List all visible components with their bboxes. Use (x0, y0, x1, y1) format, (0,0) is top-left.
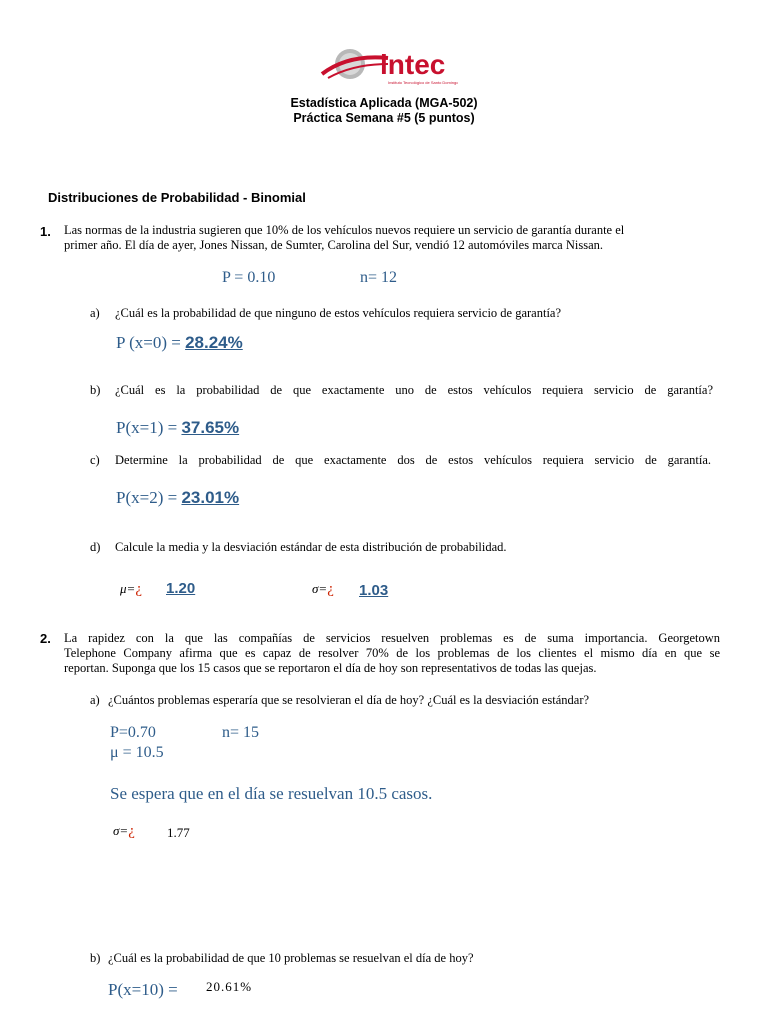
q2a-n-value: n= 15 (222, 724, 260, 741)
q1a-text: ¿Cuál es la probabilidad de que ninguno de estos vehículos requiera servicio de garantía? (115, 306, 562, 320)
q2-text-line1: La rapidez con la que las compañías de servicios resuelven problemas es de suma importancia. Georgetown (64, 631, 720, 645)
q1c-answer-value: 23.01% (181, 488, 240, 507)
q2a-stddev (113, 822, 135, 840)
q2-text-line3: reportan. Suponga que los 15 casos que se reportaron el día de hoy son representativos de todas las quejas. (64, 661, 597, 675)
q1a-answer-value: 28.24% (185, 333, 243, 352)
q1-text-line1: Las normas de la industria sugieren que 10% de los vehículos nuevos requiere un servicio de garantía durante el (64, 223, 625, 237)
q1-number: 1. (40, 224, 51, 239)
q1d-sigma-value: 1.03 (359, 582, 389, 599)
q2a-label: a) (90, 693, 100, 707)
q2b-answer-prefix: P(x=10) = (108, 980, 178, 999)
document-header (0, 96, 768, 126)
q2a-sigma-glyph: ¿ (128, 823, 135, 839)
q1a-label: a) (90, 306, 100, 320)
q2-text (64, 631, 720, 676)
svg-text:Instituto Tecnológico de Santo: Instituto Tecnológico de Santo Domingo (388, 80, 458, 85)
q1d-mu-glyph: ¿ (135, 581, 142, 597)
section-title: Distribuciones de Probabilidad - Binomial (48, 190, 306, 205)
q1-n-value: n= 12 (360, 269, 398, 286)
q2-text-line2: Telephone Company afirma que es capaz de resolver 70% de los problemas de los clientes el mismo día en que se (64, 646, 720, 660)
q1d-sigma-glyph: ¿ (327, 581, 334, 597)
q1-text-line2: primer año. El día de ayer, Jones Nissan, de Sumter, Carolina del Sur, vendió 12 automóviles marca Nissan. (64, 238, 603, 252)
q2b-label: b) (90, 951, 101, 965)
q1b-answer-value: 37.65% (181, 418, 240, 437)
q1d-label: d) (90, 540, 101, 554)
q1a-answer (116, 333, 243, 353)
q1d-stddev (312, 580, 334, 598)
q2a-sigma-value: 1.77 (167, 825, 190, 840)
q1-p-value: P = 0.10 (222, 269, 276, 286)
q1d-mu-prefix: μ= (120, 581, 136, 596)
q1d-mu-value: 1.20 (166, 580, 196, 597)
q2a-p-value: P=0.70 (110, 724, 156, 741)
q1d-mean (120, 580, 142, 598)
q1d-text: Calcule la media y la desviación estándar de esta distribución de probabilidad. (115, 540, 507, 554)
q1-text (64, 223, 720, 253)
q1b-answer (116, 418, 239, 438)
q2-number: 2. (40, 631, 51, 646)
q2a-mu-line: μ = 10.5 (110, 744, 164, 761)
q2b-text: ¿Cuál es la probabilidad de que 10 problemas se resuelvan el día de hoy? (108, 951, 474, 965)
q1b-answer-prefix: P(x=1) = (116, 418, 178, 437)
q1c-label: c) (90, 453, 100, 467)
q2a-text: ¿Cuántos problemas esperaría que se resolvieran el día de hoy? ¿Cuál es la desviación estándar? (108, 693, 590, 707)
q1c-answer (116, 488, 239, 508)
svg-text:intec: intec (380, 49, 446, 80)
q1c-text: Determine la probabilidad de que exactamente dos de estos vehículos requiera servicio de garantía. (115, 453, 711, 467)
q1c-answer-prefix: P(x=2) = (116, 488, 178, 507)
course-title: Estadística Aplicada (MGA-502) (290, 96, 478, 110)
q2a-sigma-prefix: σ= (113, 823, 129, 838)
q1b-text: ¿Cuál es la probabilidad de que exactamente uno de estos vehículos requiera servicio de garantía? (115, 383, 713, 397)
practice-title: Práctica Semana #5 (5 puntos) (293, 111, 475, 125)
q2b-answer-value: 20.61% (206, 979, 253, 994)
q1a-answer-prefix: P (x=0) = (116, 333, 181, 352)
intec-logo (318, 44, 458, 88)
intec-logo-graphic (318, 44, 458, 88)
q1d-sigma-prefix: σ= (312, 581, 328, 596)
q1b-label: b) (90, 383, 101, 397)
q2a-conclusion: Se espera que en el día se resuelvan 10.5 casos. (110, 784, 433, 803)
